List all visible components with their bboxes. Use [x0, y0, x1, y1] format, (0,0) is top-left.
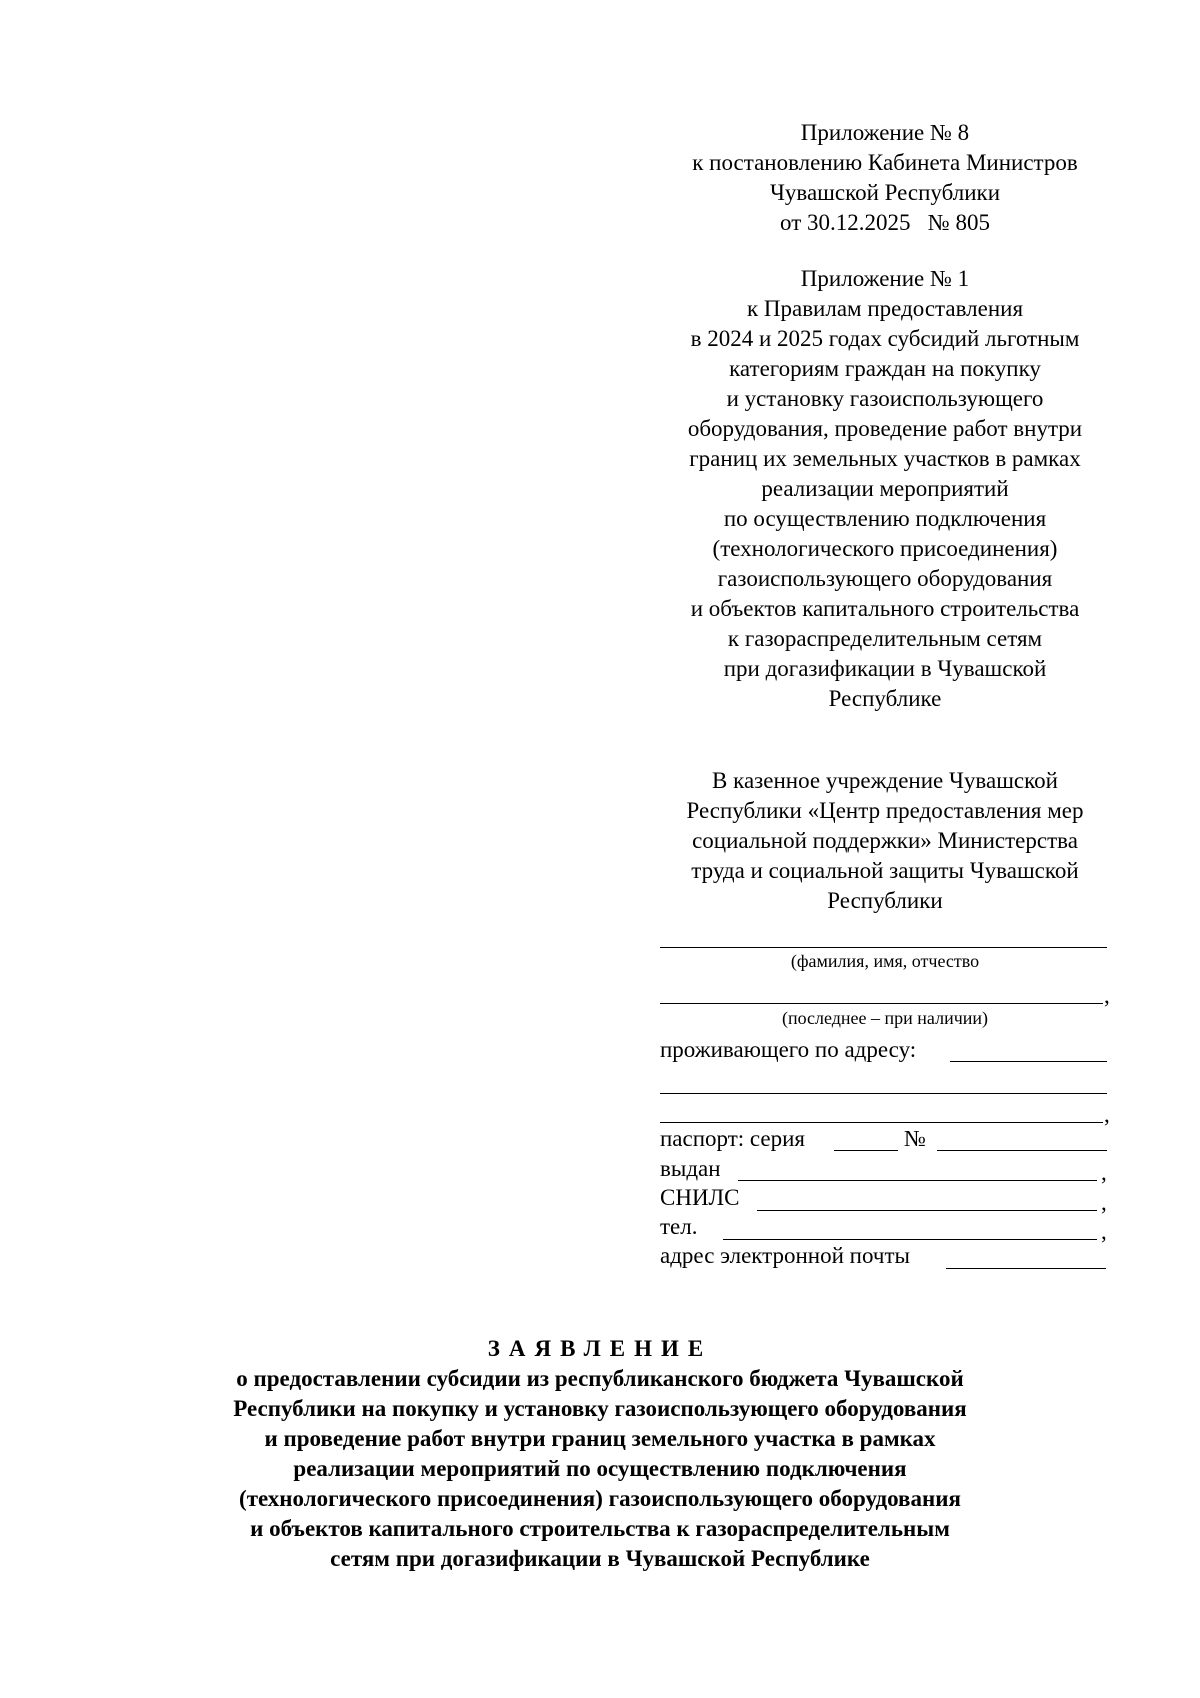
phone-field[interactable]	[723, 1239, 1097, 1240]
comma: ,	[1101, 1160, 1107, 1185]
appendix-line: и объектов капитального строительства	[690, 596, 1080, 621]
address-field-line-3[interactable]	[660, 1122, 1103, 1123]
appendix-line: Республике	[828, 686, 942, 711]
appendix-line: к газораспределительным сетям	[727, 626, 1043, 651]
appendix-header	[660, 264, 1110, 714]
number-sign: №	[904, 1126, 926, 1151]
full-name-hint-continued: (последнее – при наличии)	[781, 1008, 989, 1028]
statement-subject-line: Республики на покупку и установку газоиспользующего оборудования	[233, 1396, 967, 1421]
statement-subject-line: (технологического присоединения) газоиспользующего оборудования	[239, 1486, 961, 1511]
full-name-field-continued[interactable]	[660, 1003, 1103, 1004]
appendix-line: категориям граждан на покупку	[729, 356, 1041, 381]
appendix-line: реализации мероприятий	[761, 476, 1009, 501]
comma: ,	[1101, 1219, 1107, 1244]
appendix-line: и установку газоиспользующего	[726, 386, 1044, 411]
address-field-line-2[interactable]	[660, 1093, 1107, 1094]
appendix-line: газоиспользующего оборудования	[717, 566, 1053, 591]
approval-header	[660, 118, 1110, 238]
appendix-line: к Правилам предоставления	[746, 296, 1024, 321]
statement-subject-line: реализации мероприятий по осуществлению подключения	[293, 1456, 907, 1481]
statement-heading: ЗАЯВЛЕНИЕ	[487, 1336, 713, 1361]
phone-label: тел.	[660, 1214, 698, 1239]
snils-label: СНИЛС	[660, 1185, 740, 1210]
passport-number-field[interactable]	[937, 1150, 1107, 1151]
statement-subject-line: и проведение работ внутри границ земельного участка в рамках	[264, 1426, 936, 1451]
comma: ,	[1101, 1190, 1107, 1215]
appendix-line: оборудования, проведение работ внутри	[687, 416, 1083, 441]
address-field[interactable]	[950, 1061, 1107, 1062]
addressee-block	[660, 766, 1110, 916]
appendix-line: границ их земельных участков в рамках	[689, 446, 1081, 471]
approval-line: к постановлению Кабинета Министров	[692, 150, 1078, 175]
appendix-line: (технологического присоединения)	[712, 536, 1058, 561]
addressee-line: Республики «Центр предоставления мер	[686, 798, 1084, 823]
full-name-hint: (фамилия, имя, отчество	[790, 951, 980, 971]
addressee-line: Республики	[827, 888, 943, 913]
statement-subject-line: и объектов капитального строительства к газораспределительным	[250, 1516, 950, 1541]
passport-series-field[interactable]	[834, 1150, 898, 1151]
passport-label: паспорт: серия	[660, 1126, 806, 1151]
comma: ,	[1104, 1102, 1110, 1127]
appendix-line: Приложение № 1	[800, 266, 970, 291]
statement-subject-line: сетям при догазификации в Чувашской Республике	[330, 1546, 870, 1571]
addressee-line: труда и социальной защиты Чувашской	[691, 858, 1079, 883]
comma: ,	[1104, 983, 1110, 1008]
issued-by-field[interactable]	[738, 1180, 1097, 1181]
snils-field[interactable]	[757, 1210, 1097, 1211]
appendix-line: в 2024 и 2025 годах субсидий льготным	[690, 326, 1080, 351]
issued-label: выдан	[660, 1156, 721, 1181]
email-label: адрес электронной почты	[660, 1243, 910, 1268]
full-name-field[interactable]	[660, 947, 1107, 948]
approval-line: Приложение № 8	[800, 120, 970, 145]
addressee-line: В казенное учреждение Чувашской	[712, 768, 1058, 793]
approval-line: Чувашской Республики	[769, 180, 1001, 205]
email-field[interactable]	[946, 1268, 1106, 1269]
statement-subject-line: о предоставлении субсидии из республиканского бюджета Чувашской	[236, 1366, 964, 1391]
addressee-line: социальной поддержки» Министерства	[692, 828, 1078, 853]
approval-line: от 30.12.2025 № 805	[780, 210, 990, 235]
statement-subject	[150, 1364, 1050, 1574]
address-label: проживающего по адресу:	[660, 1037, 917, 1062]
appendix-line: по осуществлению подключения	[723, 506, 1047, 531]
appendix-line: при догазификации в Чувашской	[723, 656, 1047, 681]
